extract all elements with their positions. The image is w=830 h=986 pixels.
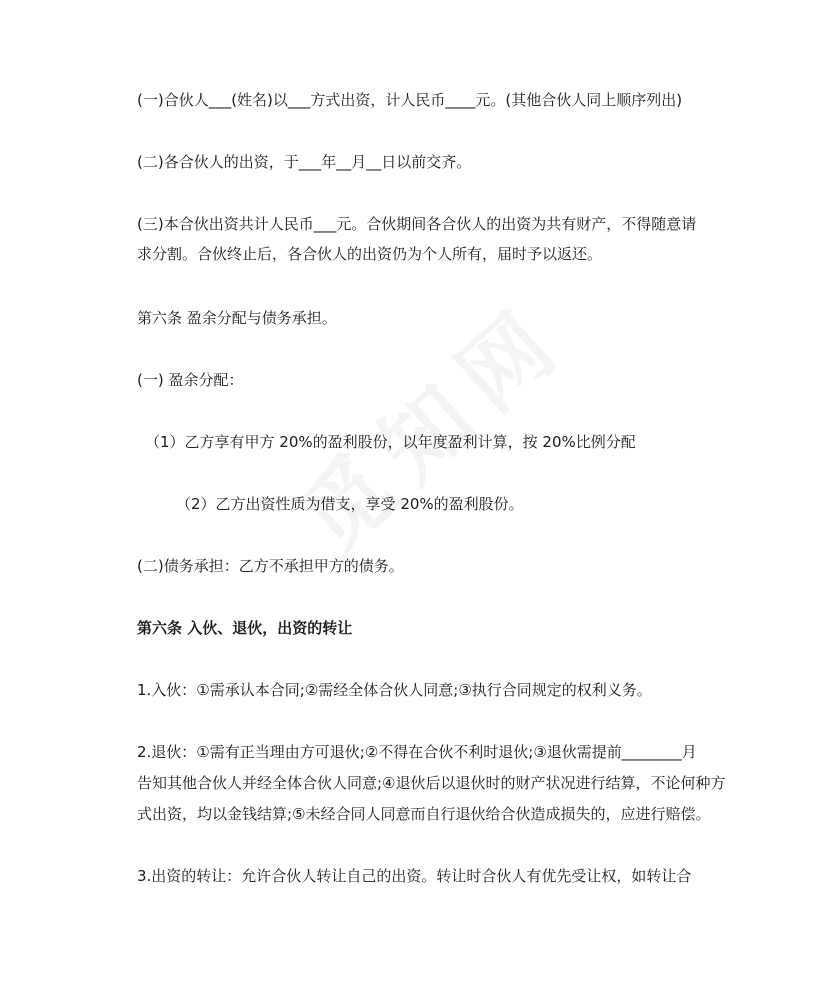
paragraph-transfer-line1: 3.出资的转让：允许合伙人转让自己的出资。转让时合伙人有优先受让权，如转让合	[137, 867, 692, 885]
paragraph-quit-line2: 告知其他合伙人并经全体合伙人同意;④退伙后以退伙时的财产状况进行结算，不论何种方	[137, 774, 726, 792]
article-six-heading-join-quit: 第六条 入伙、退伙，出资的转让	[137, 619, 353, 637]
paragraph-quit-line1: 2.退伙：①需有正当理由方可退伙;②不得在合伙不利时退伙;③退伙需提前________月	[137, 743, 697, 761]
paragraph-contribution-2: (二)各合伙人的出资，于___年__月__日以前交齐。	[137, 153, 472, 171]
item-profit-share-1: （1）乙方享有甲方 20%的盈利股份，以年度盈利计算，按 20%比例分配	[145, 433, 636, 451]
item-profit-share-2: （2）乙方出资性质为借支，享受 20%的盈利股份。	[176, 495, 524, 513]
paragraph-quit-line3: 式出资，均以金钱结算;⑤未经合同人同意而自行退伙给合伙造成损失的，应进行赔偿。	[137, 805, 711, 823]
article-six-heading-profit: 第六条 盈余分配与债务承担。	[137, 309, 337, 327]
paragraph-join: 1.入伙：①需承认本合同;②需经全体合伙人同意;③执行合同规定的权利义务。	[137, 681, 652, 699]
paragraph-contribution-3-line2: 求分割。合伙终止后，各合伙人的出资仍为个人所有，届时予以返还。	[137, 245, 603, 263]
section-debt-bearing: (二)债务承担：乙方不承担甲方的债务。	[137, 557, 404, 575]
section-profit-distribution: (一) 盈余分配：	[137, 371, 244, 389]
paragraph-contribution-1: (一)合伙人___(姓名)以___方式出资，计人民币____元。(其他合伙人同上顺序列出)	[137, 91, 683, 109]
paragraph-contribution-3-line1: (三)本合伙出资共计人民币___元。合伙期间各合伙人的出资为共有财产，不得随意请	[137, 215, 697, 233]
